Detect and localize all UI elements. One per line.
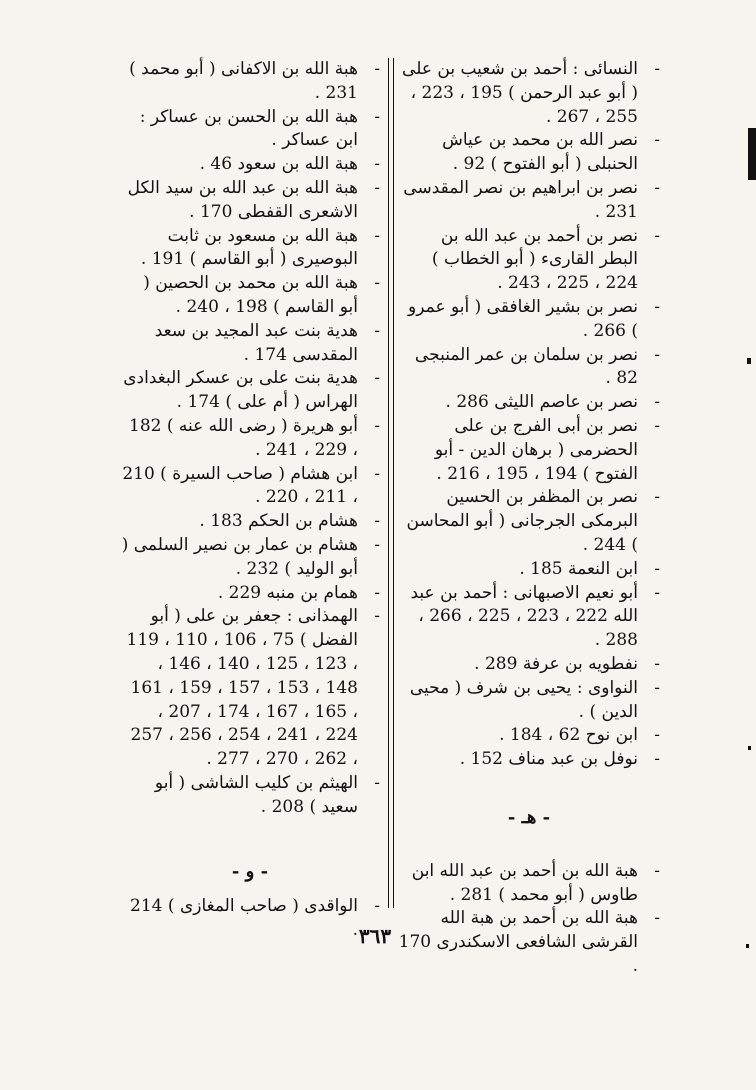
- entry-dash: -: [654, 392, 660, 413]
- entry-dash: -: [654, 344, 660, 365]
- entry-dash: -: [654, 677, 660, 698]
- index-entry: [120, 582, 380, 606]
- index-entry: [120, 534, 380, 582]
- entry-dash: -: [654, 130, 660, 151]
- index-entry: [120, 106, 380, 154]
- entry-text: نصر بن عاصم الليثى 286 .: [445, 392, 638, 413]
- index-entry: [398, 907, 660, 978]
- entry-dash: -: [654, 487, 660, 508]
- left-column: [120, 58, 380, 943]
- section-heading-waw: - و -: [231, 860, 269, 882]
- entry-text: هشام بن عمار بن نصير السلمى ( أبو الوليد ) 232 .: [121, 534, 358, 579]
- entry-text: الهيثم بن كليب الشاشى ( أبو سعيد ) 208 .: [154, 772, 358, 817]
- entry-text: نصر بن أبى الفرج بن على الحضرمى ( برهان الدين - أبو الفتوح ) 194 ، 195 ، 216 .: [434, 415, 638, 484]
- left-entries-list: [120, 58, 380, 820]
- entry-text: هبة الله بن الحسن بن عساكر : ابن عساكر .: [139, 106, 358, 151]
- index-entry: [120, 463, 380, 511]
- entry-text: هدية بنت على بن عسكر البغدادى الهراس ( أم على ) 174 .: [123, 368, 358, 413]
- right-entries-list: [398, 58, 660, 772]
- index-entry: [120, 772, 380, 820]
- entry-dash: -: [654, 725, 660, 746]
- column-divider: [388, 58, 394, 908]
- entry-text: نصر بن أحمد بن عبد الله بن البطر القارىء ( أبو الخطاب ) 224 ، 225 ، 243 .: [431, 225, 638, 294]
- entry-text: نصر بن سلمان بن عمر المنبجى 82 .: [414, 344, 638, 389]
- index-entry: [398, 415, 660, 486]
- index-entry: [120, 272, 380, 320]
- index-entry: [398, 129, 660, 177]
- scan-mark: [747, 358, 751, 364]
- entry-text: ابن النعمة 185 .: [519, 558, 638, 579]
- index-entry: [398, 486, 660, 557]
- entry-dash: -: [374, 154, 380, 175]
- entry-text: نصر بن المظفر بن الحسين البرمكى الجرجانى ( أبو المحاسن ) 244 .: [406, 487, 638, 555]
- index-entry: [398, 860, 660, 908]
- entry-text: هدية بنت عبد المجيد بن سعد المقدسى 174 .: [154, 320, 358, 365]
- entry-text: هشام بن الحكم 183 .: [199, 511, 358, 532]
- entry-text: ابن هشام ( صاحب السيرة ) 210 ، 211 ، 220 .: [122, 463, 358, 508]
- entry-dash: -: [374, 177, 380, 198]
- entry-dash: -: [374, 225, 380, 246]
- entry-text: نصر بن بشير الغافقى ( أبو عمرو ) 266 .: [408, 296, 638, 341]
- entry-text: الواقدى ( صاحب المغازى ) 214 .: [130, 896, 358, 941]
- entry-text: هبة الله بن الاكفانى ( أبو محمد ) 231 .: [129, 59, 358, 103]
- entry-text: هبة الله بن سعود 46 .: [199, 154, 358, 175]
- scan-mark: [746, 944, 749, 948]
- right-column: [398, 58, 660, 979]
- index-entry: [120, 605, 380, 772]
- entry-text: نصر بن ابراهيم بن نصر المقدسى 231 .: [403, 177, 638, 222]
- index-entry: [398, 177, 660, 225]
- entry-dash: -: [654, 177, 660, 198]
- entry-dash: -: [654, 59, 660, 79]
- entry-text: النواوى : يحيى بن شرف ( محيى الدين ) .: [409, 677, 638, 722]
- section-heading-ha: - هـ -: [507, 806, 551, 828]
- page-number: ٣٦٣: [358, 924, 392, 948]
- entry-dash: -: [654, 749, 660, 770]
- index-entry: [398, 58, 660, 129]
- index-entry: [398, 225, 660, 296]
- entry-dash: -: [654, 415, 660, 436]
- entry-dash: -: [654, 908, 660, 929]
- index-entry: [398, 724, 660, 748]
- entry-text: نفطويه بن عرفة 289 .: [474, 653, 638, 674]
- entry-dash: -: [374, 415, 380, 436]
- entry-text: النسائى : أحمد بن شعيب بن على ( أبو عبد الرحمن ) 195 ، 223 ، 255 ، 267 .: [402, 59, 638, 127]
- entry-text: هبة الله بن أحمد بن هبة الله القرشى الشافعى الاسكندرى 170 .: [398, 908, 638, 976]
- entry-dash: -: [374, 772, 380, 793]
- entry-dash: -: [374, 582, 380, 603]
- index-entry: [120, 415, 380, 463]
- index-entry: [398, 296, 660, 344]
- entry-dash: -: [654, 860, 660, 881]
- scan-mark: [748, 128, 756, 180]
- entry-text: الهمذانى : جعفر بن على ( أبو الفضل ) 75 ، 106 ، 110 ، 119 ، 123 ، 125 ، 140 ، 146 ، 148 ، 153 ، 157 ، 159 ، 161 ، 165 ، 167 ، 174 ، 207 ، 224 ، 241 ، 254 ، 256 ، 257 ، 262 ، 270 ، 277 .: [126, 606, 358, 770]
- entry-dash: -: [374, 59, 380, 79]
- entry-text: هبة الله بن عبد الله بن سيد الكل الاشعرى القفطى 170 .: [127, 177, 358, 222]
- entry-dash: -: [374, 320, 380, 341]
- entry-dash: -: [654, 558, 660, 579]
- entry-text: هبة الله بن أحمد بن عبد الله ابن طاوس ( أبو محمد ) 281 .: [411, 860, 638, 905]
- entry-dash: -: [374, 463, 380, 484]
- entry-text: همام بن منبه 229 .: [217, 582, 358, 603]
- index-entry: [120, 177, 380, 225]
- entry-text: ابن نوح 62 ، 184 .: [499, 725, 638, 746]
- scan-mark: [748, 746, 751, 750]
- entry-text: أبو نعيم الاصبهانى : أحمد بن عبد الله 222 ، 223 ، 225 ، 266 ، 288 .: [410, 582, 638, 651]
- index-entry: [398, 344, 660, 392]
- entry-text: نوفل بن عبد مناف 152 .: [459, 749, 638, 770]
- entry-dash: -: [374, 534, 380, 555]
- entry-text: هبة الله بن محمد بن الحصين ( أبو القاسم ) 198 ، 240 .: [143, 273, 358, 317]
- entry-dash: -: [374, 511, 380, 532]
- entry-dash: -: [374, 368, 380, 389]
- index-entry: [398, 748, 660, 772]
- index-entry: [120, 225, 380, 273]
- entry-text: نصر الله بن محمد بن عياش الحنبلى ( أبو الفتوح ) 92 .: [442, 130, 638, 175]
- entry-text: أبو هريرة ( رضى الله عنه ) 182 ، 229 ، 241 .: [129, 415, 358, 460]
- entry-dash: -: [374, 606, 380, 627]
- entry-dash: -: [654, 653, 660, 674]
- index-entry: [398, 558, 660, 582]
- entry-dash: -: [654, 225, 660, 246]
- index-entry: [120, 320, 380, 368]
- index-entry: [398, 391, 660, 415]
- index-entry: [398, 653, 660, 677]
- entry-dash: -: [654, 582, 660, 603]
- ha-entries-list: [398, 860, 660, 979]
- entry-dash: -: [374, 896, 380, 917]
- index-entry: [120, 153, 380, 177]
- entry-dash: -: [654, 296, 660, 317]
- entry-text: هبة الله بن مسعود بن ثابت البوصيرى ( أبو القاسم ) 191 .: [140, 225, 358, 270]
- index-entry: [120, 510, 380, 534]
- index-entry: [120, 58, 380, 106]
- index-entry: [120, 367, 380, 415]
- entry-dash: -: [374, 273, 380, 294]
- index-entry: [398, 582, 660, 653]
- index-entry: [398, 677, 660, 725]
- entry-dash: -: [374, 106, 380, 127]
